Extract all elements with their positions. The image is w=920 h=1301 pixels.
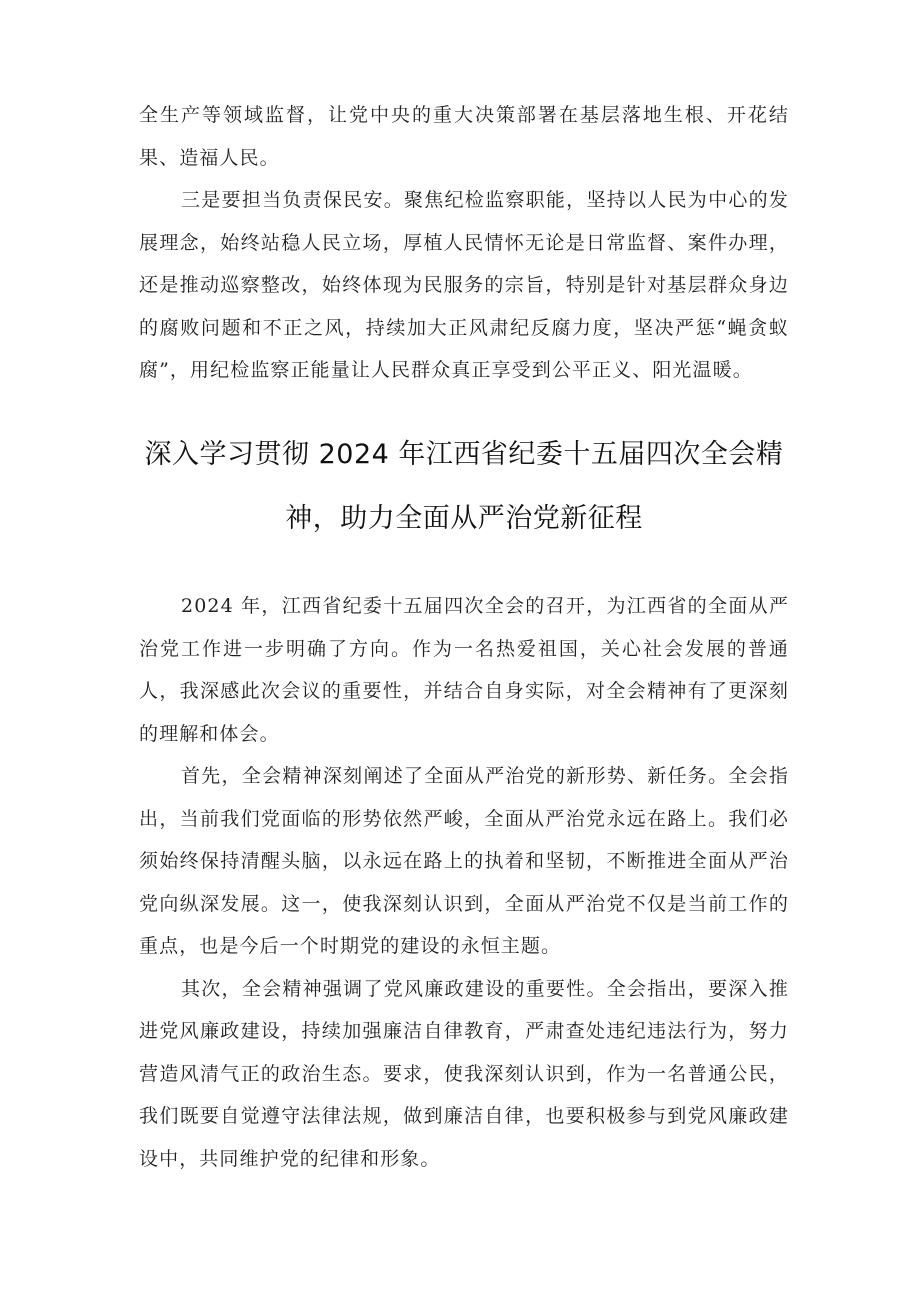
paragraph-second: 其次，全会精神强调了党风廉政建设的重要性。全会指出，要深入推进党风廉政建设，持续加强廉洁自律教育，严肃查处违纪违法行为，努力营造风清气正的政治生态。要求，使我深刻认识到，作为一名普通公民，我们既要自觉遵守法律法规，做到廉洁自律，也要积极参与到党风廉政建设中，共同维护党的纪律和形象。: [139, 977, 789, 1170]
paragraph-intro: 2024 年，江西省纪委十五届四次全会的召开，为江西省的全面从严治党工作进一步明确了方向。作为一名热爱祖国，关心社会发展的普通人，我深感此次会议的重要性，并结合自身实际，对全会精神有了更深刻的理解和体会。: [139, 595, 789, 745]
article-body: [139, 585, 789, 1180]
paragraph-first: 首先，全会精神深刻阐述了全面从严治党的新形势、新任务。全会指出，当前我们党面临的形势依然严峻，全面从严治党永远在路上。我们必须始终保持清醒头脑，以永远在路上的执着和坚韧，不断推进全面从严治党向纵深发展。这一，使我深刻认识到，全面从严治党不仅是当前工作的重点，也是今后一个时期党的建设的永恒主题。: [139, 765, 789, 957]
article-title-line-1: 深入学习贯彻 2024 年江西省纪委十五届四次全会精: [144, 439, 784, 470]
paragraph-continuation: 全生产等领域监督，让党中央的重大决策部署在基层落地生根、开花结果、造福人民。: [139, 104, 789, 169]
paragraph-point-three: 三是要担当负责保民安。聚焦纪检监察职能，坚持以人民为中心的发展理念，始终站稳人民立场，厚植人民情怀无论是日常监督、案件办理，还是推动巡察整改，始终体现为民服务的宗旨，特别是针对基层群众身边的腐败问题和不正之风，持续加大正风肃纪反腐力度，坚决严惩“蝇贪蚁腐”，用纪检监察正能量让人民群众真正享受到公平正义、阳光温暖。: [139, 189, 789, 381]
article-title-line-2: 神，助力全面从严治党新征程: [285, 503, 643, 534]
article-title: [139, 423, 789, 551]
previous-section: [139, 94, 789, 392]
